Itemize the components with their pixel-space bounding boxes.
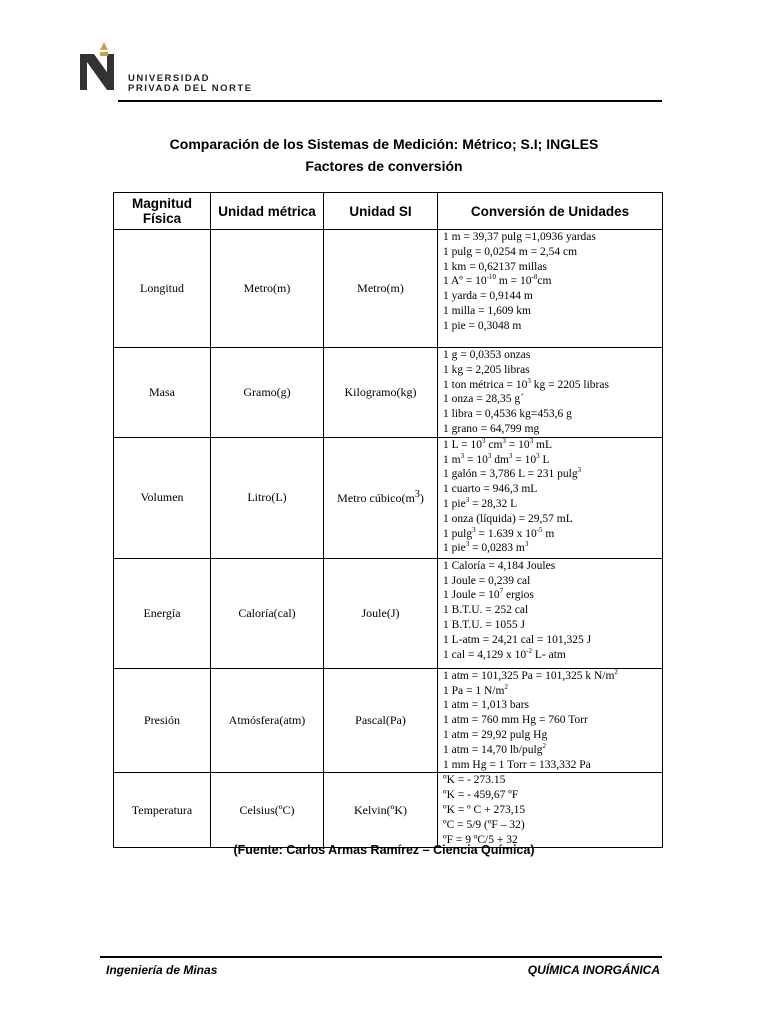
conversion-line: 1 galón = 3,786 L = 231 pulg$^3$ bbox=[443, 466, 582, 481]
conversion-line: ºK = - 273.15 bbox=[443, 774, 506, 787]
conversion-line: 1 L-atm = 24,21 cal = 101,325 J bbox=[443, 633, 592, 646]
table-header-row bbox=[114, 193, 663, 230]
cell-unidad-si: Kelvin(ºK) bbox=[324, 773, 438, 848]
conversion-line: 1 pulg = 0,0254 m = 2,54 cm bbox=[443, 245, 578, 258]
university-logo bbox=[78, 42, 126, 94]
document-title: Comparación de los Sistemas de Medición: Métrico; S.I; INGLES bbox=[169, 136, 599, 152]
document-subtitle: Factores de conversión bbox=[305, 158, 463, 174]
conversion-line: 1 grano = 64,799 mg bbox=[443, 422, 540, 435]
header-divider bbox=[118, 100, 662, 102]
cell-unidad-metrica: Celsius(ºC) bbox=[211, 773, 324, 848]
conversion-line: 1 milla = 1,609 km bbox=[443, 304, 531, 317]
conversion-line: 1 cal = 4,129 x $10^{-2}$ L- atm bbox=[443, 646, 566, 661]
cell-unidad-si: Pascal(Pa) bbox=[324, 668, 438, 773]
conversion-line: 1 yarda = 0,9144 m bbox=[443, 290, 533, 303]
cell-unidad-si: Metro(m) bbox=[324, 230, 438, 348]
conversion-line: ºF = 9 ºC/5 + 32 bbox=[443, 833, 518, 846]
cell-unidad-si: Joule(J) bbox=[324, 558, 438, 668]
conversion-line: ºK = º C + 273,15 bbox=[443, 803, 526, 816]
header-unidad-si: Unidad SI bbox=[324, 193, 438, 230]
conversion-line: 1 onza (líquida) = 29,57 mL bbox=[443, 512, 573, 525]
conversion-line: 1 B.T.U. = 252 cal bbox=[443, 604, 529, 617]
cell-unidad-metrica: Gramo(g) bbox=[211, 348, 324, 438]
university-name bbox=[128, 74, 253, 94]
university-line1: UNIVERSIDAD bbox=[128, 73, 210, 84]
conversion-line: 1 km = 0,62137 millas bbox=[443, 260, 547, 273]
conversion-line: 1 atm = 760 mm Hg = 760 Torr bbox=[443, 714, 588, 727]
footer-department: Ingeniería de Minas bbox=[106, 963, 218, 977]
cell-unidad-metrica: Caloría(cal) bbox=[211, 558, 324, 668]
cell-magnitud: Masa bbox=[114, 348, 211, 438]
cell-conversions bbox=[438, 348, 663, 438]
conversion-line: ºC = 5/9 (ºF – 32) bbox=[443, 818, 525, 831]
cell-conversions bbox=[438, 558, 663, 668]
conversion-line: 1 kg = 2,205 libras bbox=[443, 363, 530, 376]
table-row bbox=[114, 437, 663, 558]
cell-magnitud: Volumen bbox=[114, 437, 211, 558]
conversion-line: ºK = - 459,67 ºF bbox=[443, 789, 519, 802]
conversion-line: 1 pie$^3$ = 0,0283 $m^3$ bbox=[443, 540, 529, 555]
conversion-line: 1 pie = 0,3048 m bbox=[443, 319, 522, 332]
conversion-line: 1 onza = 28,35 g´ bbox=[443, 393, 524, 406]
conversion-line: 1 pie$^3$ = 28,32 L bbox=[443, 496, 518, 510]
university-line2: PRIVADA DEL NORTE bbox=[128, 83, 253, 94]
cell-magnitud: Longitud bbox=[114, 230, 211, 348]
cell-unidad-si: Metro $cúbico(m^3)$ bbox=[324, 437, 438, 558]
conversion-line: 1 $m^3 = 10^3$ $dm^3 = 10^3$ L bbox=[443, 451, 550, 466]
source-citation: (Fuente: Carlos Armas Ramírez – Ciencia Química) bbox=[233, 843, 535, 857]
conversion-line: 1 Joule = $10^7$ ergios bbox=[443, 587, 534, 602]
header-unidad-metrica: Unidad métrica bbox=[211, 193, 324, 230]
conversion-line: 1 atm = 101,325 Pa = 101,325 k $N/m^2$ bbox=[443, 667, 618, 682]
header-magnitud: Magnitud Física bbox=[114, 193, 211, 230]
cell-unidad-si: Kilogramo(kg) bbox=[324, 348, 438, 438]
header-conversion: Conversión de Unidades bbox=[438, 193, 663, 230]
conversion-line: 1 libra = 0,4536 kg=453,6 g bbox=[443, 408, 572, 421]
cell-unidad-metrica: Atmósfera(atm) bbox=[211, 668, 324, 773]
cell-magnitud: Energía bbox=[114, 558, 211, 668]
conversion-line: 1 atm = 14,70 lb/pulg$^2$ bbox=[443, 741, 546, 756]
cell-magnitud: Presión bbox=[114, 668, 211, 773]
conversion-line: 1 g = 0,0353 onzas bbox=[443, 349, 531, 361]
cell-conversions bbox=[438, 230, 663, 348]
conversion-line: 1 atm = 29,92 pulg Hg bbox=[443, 728, 548, 741]
conversion-line: 1 Joule = 0,239 cal bbox=[443, 574, 531, 587]
cell-unidad-metrica: Litro(L) bbox=[211, 437, 324, 558]
conversion-line: 1 Aº = $10^{-10}$ $m = 10^{-8}cm$ bbox=[443, 273, 552, 288]
table-row bbox=[114, 668, 663, 773]
table-row bbox=[114, 230, 663, 348]
conversion-line: 1 B.T.U. = 1055 J bbox=[443, 618, 525, 631]
conversion-line: 1 Caloría = 4,184 Joules bbox=[443, 559, 556, 572]
conversion-line: 1 Pa = 1 $N/m^2$ bbox=[443, 682, 508, 697]
cell-conversions bbox=[438, 773, 663, 848]
conversion-line: 1 $L = 10^3$ $cm^3 = 10^3$ mL bbox=[443, 436, 553, 451]
conversion-line: 1 m = 39,37 pulg =1,0936 yardas bbox=[443, 231, 596, 243]
cell-conversions bbox=[438, 668, 663, 773]
conversion-table bbox=[113, 192, 663, 848]
conversion-line: 1 mm Hg = 1 Torr = 133,332 Pa bbox=[443, 758, 591, 771]
cell-magnitud: Temperatura bbox=[114, 773, 211, 848]
footer-course: QUÍMICA INORGÁNICA bbox=[527, 963, 660, 977]
cell-unidad-metrica: Metro(m) bbox=[211, 230, 324, 348]
table-row bbox=[114, 773, 663, 848]
conversion-line: 1 atm = 1,013 bars bbox=[443, 699, 530, 712]
conversion-line: 1 cuarto = 946,3 mL bbox=[443, 483, 538, 496]
conversion-line: 1 pulg$^3$ = 1.639 x $10^{-5}$ m bbox=[443, 525, 555, 540]
table-row bbox=[114, 348, 663, 438]
table-row bbox=[114, 558, 663, 668]
cell-conversions bbox=[438, 437, 663, 558]
conversion-line: 1 ton métrica = $10^3$ kg = 2205 libras bbox=[443, 376, 609, 391]
footer-divider bbox=[100, 956, 662, 958]
